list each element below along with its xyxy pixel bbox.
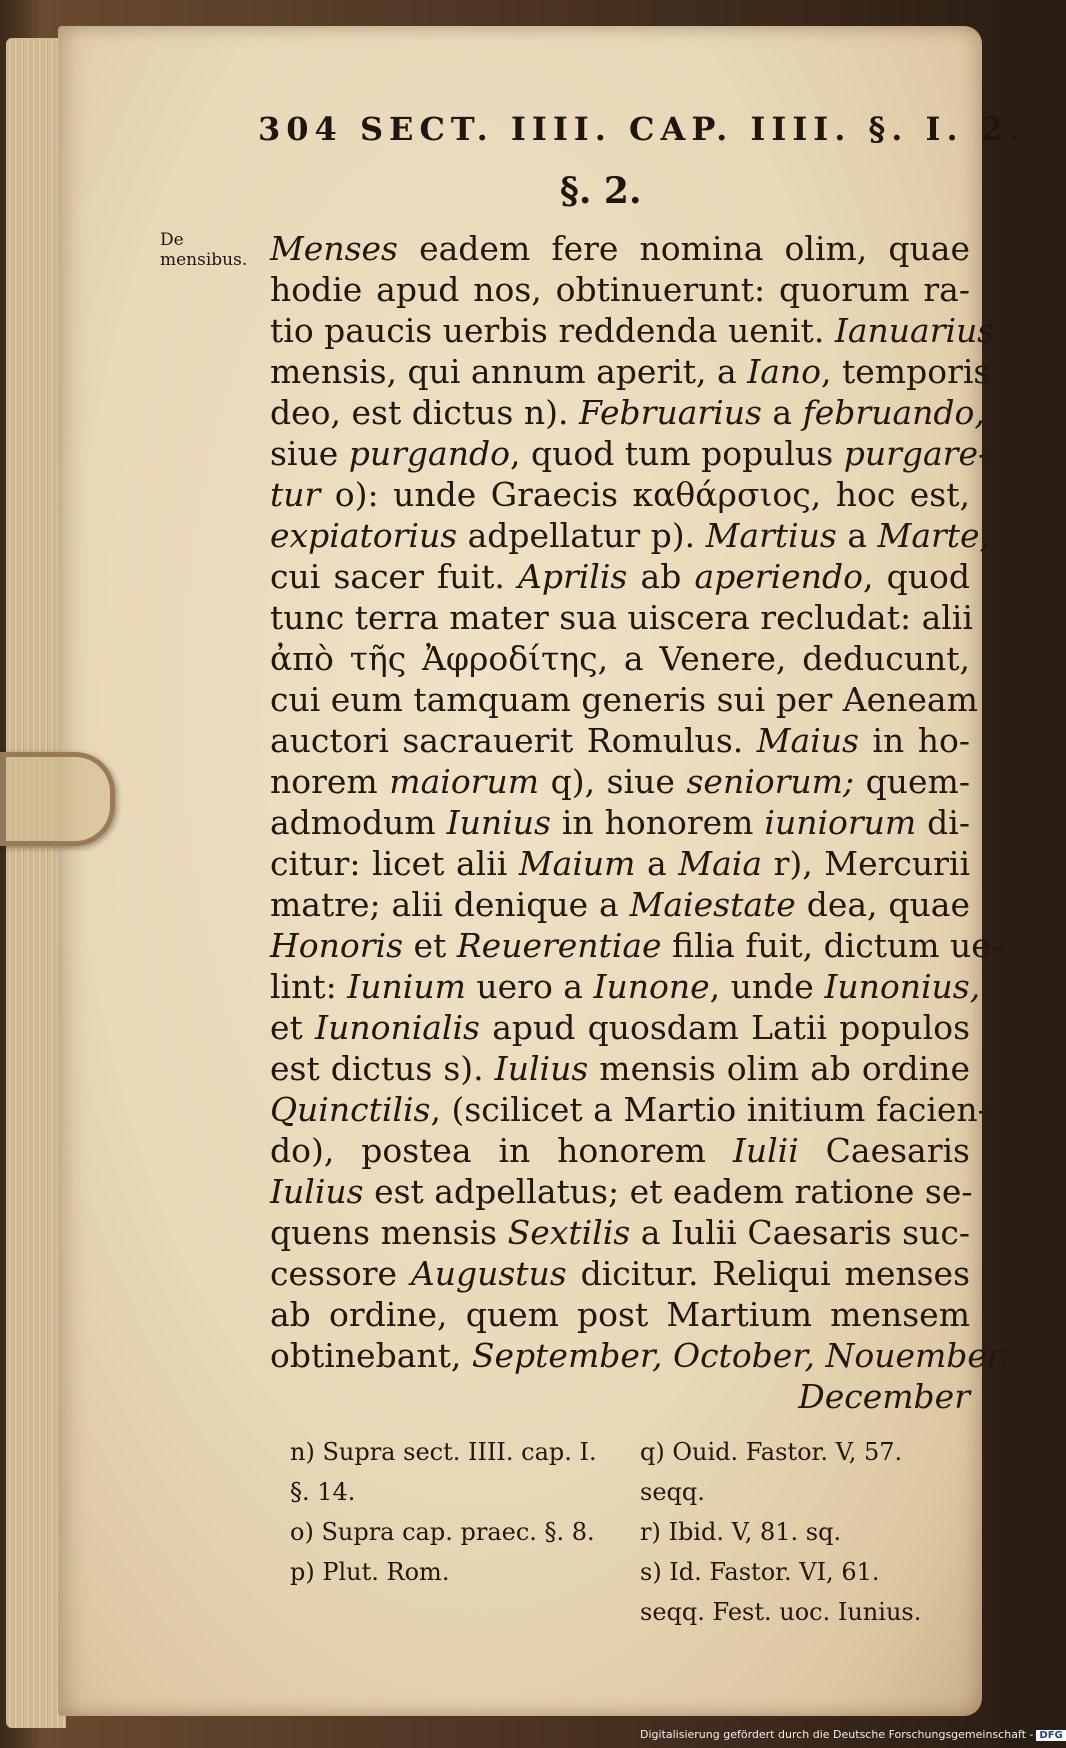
book-clasp bbox=[0, 752, 115, 846]
text-run: di- bbox=[916, 803, 971, 842]
text-run: admodum bbox=[270, 803, 447, 842]
italic-word: Marte, bbox=[877, 516, 991, 555]
italic-word: seniorum; bbox=[686, 762, 855, 801]
italic-word: December bbox=[798, 1377, 970, 1416]
text-run: est adpellatus; et eadem ratione se- bbox=[363, 1172, 973, 1211]
footnote: q) Ouid. Fastor. V, 57. bbox=[640, 1438, 903, 1466]
italic-word: Augustus bbox=[410, 1254, 567, 1293]
text-line bbox=[270, 884, 970, 925]
italic-word: expiatorius bbox=[270, 516, 458, 555]
italic-word: Iunium bbox=[347, 967, 466, 1006]
text-run: in ho- bbox=[858, 721, 970, 760]
italic-word: Menses bbox=[270, 229, 398, 268]
text-run: cessore bbox=[270, 1254, 411, 1293]
italic-word: aperiendo bbox=[694, 557, 863, 596]
text-run: do), postea in honorem bbox=[270, 1131, 733, 1170]
italic-word: Reuerentiae bbox=[456, 926, 662, 965]
text-run: , quod bbox=[862, 557, 970, 596]
italic-word: Iunius bbox=[446, 803, 551, 842]
italic-word: purgare- bbox=[843, 434, 990, 473]
text-run: , quod tum populus bbox=[509, 434, 844, 473]
text-line bbox=[270, 925, 1002, 966]
text-line bbox=[270, 269, 970, 310]
text-line bbox=[270, 1171, 973, 1212]
text-run: tio paucis uerbis reddenda uenit. bbox=[270, 311, 835, 350]
text-run: citur: licet alii bbox=[270, 844, 519, 883]
text-run: q), siue bbox=[539, 762, 687, 801]
text-run: in honorem bbox=[550, 803, 765, 842]
italic-word: Iunonius, bbox=[824, 967, 981, 1006]
text-run: est dictus s). bbox=[270, 1049, 495, 1088]
footnote: §. 14. bbox=[290, 1478, 356, 1506]
italic-word: Sextilis bbox=[507, 1213, 631, 1252]
text-run: lint: bbox=[270, 967, 348, 1006]
text-run: mensis, qui annum aperit, a bbox=[270, 352, 748, 391]
footnotes-left-column bbox=[290, 1432, 620, 1592]
section-heading: §. 2. bbox=[560, 170, 642, 212]
text-line bbox=[270, 474, 970, 515]
italic-word: Maius bbox=[756, 721, 859, 760]
text-run: eadem fere nomina olim, quae bbox=[397, 229, 970, 268]
text-line bbox=[270, 515, 991, 556]
footnote: o) Supra cap. praec. §. 8. bbox=[290, 1518, 595, 1546]
italic-word: Iunone bbox=[593, 967, 710, 1006]
text-run: ἀπὸ τῆς Ἀφροδίτης, a Venere, deducunt, bbox=[270, 639, 970, 678]
text-run: et bbox=[270, 1008, 316, 1047]
text-run: apud quosdam Latii populos bbox=[479, 1008, 971, 1047]
text-line bbox=[270, 392, 985, 433]
text-run: hodie apud nos, obtinuerunt: quorum ra- bbox=[270, 270, 970, 309]
text-run: dea, quae bbox=[795, 885, 970, 924]
digitization-credit bbox=[640, 1728, 1063, 1746]
text-line bbox=[270, 1253, 970, 1294]
italic-word: Februarius bbox=[578, 393, 762, 432]
italic-word: Iulius bbox=[494, 1049, 589, 1088]
italic-word: Martius bbox=[705, 516, 837, 555]
text-line bbox=[270, 351, 991, 392]
text-run: tunc terra mater sua uiscera recludat: alii bbox=[270, 598, 973, 637]
italic-word: Iunonialis bbox=[315, 1008, 480, 1047]
text-line bbox=[270, 1089, 989, 1130]
italic-word: Aprilis bbox=[518, 557, 628, 596]
text-line bbox=[270, 1294, 970, 1335]
text-run: matre; alii denique a bbox=[270, 885, 630, 924]
text-run: siue bbox=[270, 434, 349, 473]
italic-word: maiorum bbox=[389, 762, 540, 801]
text-run: cui sacer fuit. bbox=[270, 557, 518, 596]
text-line bbox=[270, 1212, 970, 1253]
text-run: dicitur. Reliqui menses bbox=[566, 1254, 970, 1293]
italic-word: iuniorum bbox=[764, 803, 917, 842]
italic-word: Honoris bbox=[270, 926, 404, 965]
text-line bbox=[270, 1335, 1010, 1376]
text-line bbox=[270, 1130, 970, 1171]
italic-word: Iano bbox=[747, 352, 822, 391]
text-line bbox=[270, 1007, 970, 1048]
italic-word: Quinctilis bbox=[270, 1090, 431, 1129]
text-run: et bbox=[403, 926, 457, 965]
text-run: deo, est dictus n). bbox=[270, 393, 579, 432]
text-line bbox=[270, 638, 970, 679]
text-line bbox=[270, 556, 970, 597]
footnote: p) Plut. Rom. bbox=[290, 1558, 450, 1586]
text-run: mensis olim ab ordine bbox=[588, 1049, 970, 1088]
italic-word: Iulii bbox=[732, 1131, 799, 1170]
running-head: 304 SECT. IIII. CAP. IIII. §. I. 2. bbox=[258, 110, 1027, 148]
text-run: , unde bbox=[709, 967, 825, 1006]
body-text bbox=[270, 228, 1010, 1417]
text-line bbox=[270, 802, 970, 843]
italic-word: Maia bbox=[678, 844, 762, 883]
italic-word: purgando bbox=[348, 434, 510, 473]
text-run: norem bbox=[270, 762, 390, 801]
text-run: , temporis bbox=[821, 352, 991, 391]
text-line bbox=[270, 720, 970, 761]
credit-text: Digitalisierung gefördert durch die Deutsche Forschungsgemeinschaft - bbox=[640, 1728, 1034, 1741]
text-line bbox=[270, 597, 973, 638]
italic-word: Maiestate bbox=[629, 885, 796, 924]
text-run: , (scilicet a Martio initium facien- bbox=[430, 1090, 989, 1129]
text-line bbox=[270, 679, 978, 720]
page-edges bbox=[6, 38, 66, 1728]
text-run: quem- bbox=[854, 762, 970, 801]
text-run: a bbox=[836, 516, 878, 555]
footnote: seqq. bbox=[640, 1478, 705, 1506]
text-run: o): unde Graecis καθάρσιος, hoc est, bbox=[320, 475, 970, 514]
text-line bbox=[270, 1376, 970, 1417]
text-run: ab bbox=[627, 557, 695, 596]
text-line bbox=[270, 310, 995, 351]
text-line bbox=[270, 843, 970, 884]
text-line bbox=[270, 1048, 970, 1089]
footnote: n) Supra sect. IIII. cap. I. bbox=[290, 1438, 597, 1466]
text-run: obtinebant, bbox=[270, 1336, 472, 1375]
italic-word: Iulius bbox=[270, 1172, 364, 1211]
text-line bbox=[270, 966, 981, 1007]
footnote: seqq. Fest. uoc. Iunius. bbox=[640, 1598, 922, 1626]
footnote: s) Id. Fastor. VI, 61. bbox=[640, 1558, 880, 1586]
text-run: a bbox=[761, 393, 803, 432]
text-run: cui eum tamquam generis sui per Aeneam bbox=[270, 680, 978, 719]
margin-note: De mensibus. bbox=[160, 230, 248, 270]
text-run: quens mensis bbox=[270, 1213, 508, 1252]
italic-word: September, October, Nouember, bbox=[471, 1336, 1010, 1375]
text-line bbox=[270, 761, 970, 802]
italic-word: tur bbox=[270, 475, 321, 514]
italic-word: Ianuarius bbox=[834, 311, 995, 350]
footnotes-right-column bbox=[640, 1432, 970, 1632]
text-run: a Iulii Caesaris suc- bbox=[630, 1213, 971, 1252]
text-run: ab ordine, quem post Martium mensem bbox=[270, 1295, 970, 1334]
text-line bbox=[270, 433, 990, 474]
text-run: auctori sacrauerit Romulus. bbox=[270, 721, 757, 760]
text-run: a bbox=[635, 844, 679, 883]
italic-word: Maium bbox=[518, 844, 636, 883]
text-run: Caesaris bbox=[798, 1131, 970, 1170]
text-run: filia fuit, dictum ue- bbox=[661, 926, 1002, 965]
text-line bbox=[270, 228, 970, 269]
text-run: r), Mercurii bbox=[762, 844, 970, 883]
text-run: adpellatur p). bbox=[457, 516, 706, 555]
dfg-logo: DFG bbox=[1036, 1730, 1065, 1741]
footnote: r) Ibid. V, 81. sq. bbox=[640, 1518, 842, 1546]
text-run: uero a bbox=[465, 967, 594, 1006]
italic-word: februando, bbox=[802, 393, 985, 432]
